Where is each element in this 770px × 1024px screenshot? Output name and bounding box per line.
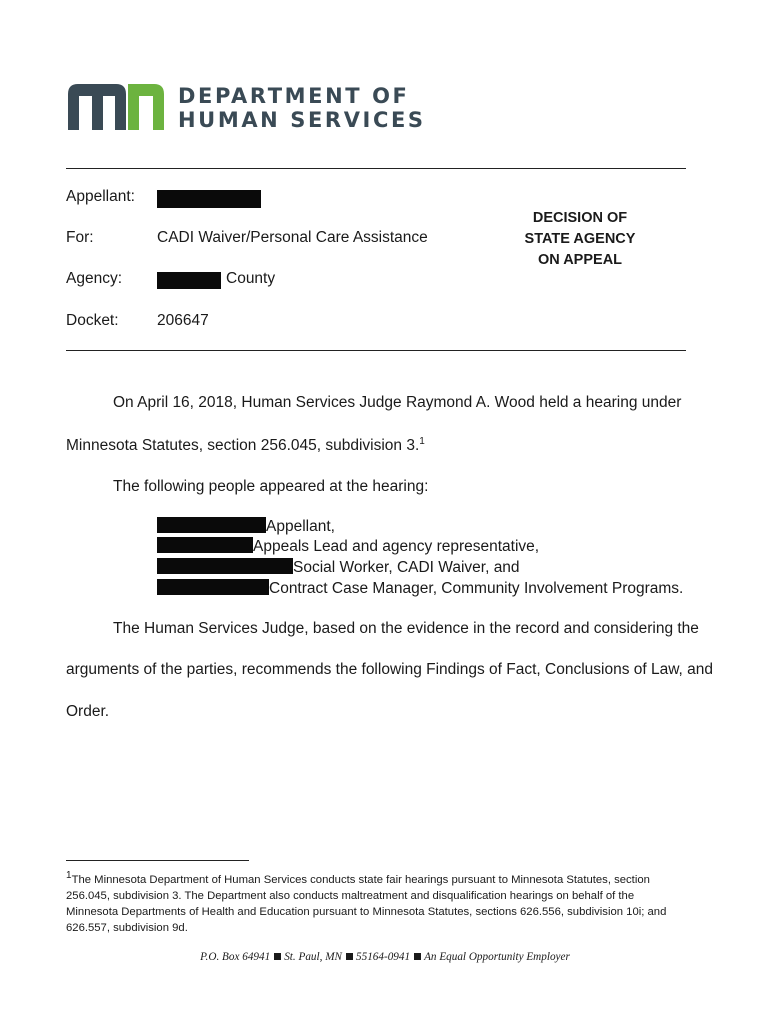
- agency-suffix: County: [226, 270, 276, 287]
- intro-line2: [66, 436, 425, 455]
- footnote-marker: 1: [66, 870, 72, 881]
- org-name: [178, 84, 426, 132]
- square-bullet-icon: [274, 953, 281, 960]
- attendee-row: [157, 579, 683, 599]
- decision-line2: STATE AGENCY: [524, 231, 636, 247]
- square-bullet-icon: [414, 953, 421, 960]
- footnote-line1: [66, 868, 706, 888]
- footer-city: St. Paul, MN: [284, 951, 343, 963]
- attendee-row: [157, 558, 520, 578]
- dhs-logo-icon: [68, 84, 164, 130]
- attendee-row: [157, 517, 335, 537]
- footnote-line3: Minnesota Departments of Health and Education pursuant to Minnesota Statutes, sections 626.556, subdivision 10i; and: [66, 905, 667, 918]
- appellant-redaction: [157, 190, 261, 208]
- attendee-redaction: [157, 579, 269, 595]
- intro-line2-text: Minnesota Statutes, section 256.045, subdivision 3.: [66, 437, 420, 455]
- attendees-intro: The following people appeared at the hearing:: [113, 478, 429, 495]
- footnote-divider: [66, 860, 249, 861]
- footnote-ref: 1: [419, 436, 425, 447]
- top-divider: [66, 168, 686, 169]
- footer-po-box: P.O. Box 64941: [200, 951, 271, 963]
- footer-zip: 55164-0941: [356, 951, 411, 963]
- attendee-role: Appeals Lead and agency representative,: [253, 538, 540, 555]
- footnote: [66, 868, 706, 936]
- decision-line3: ON APPEAL: [537, 252, 623, 268]
- footnote-line4: 626.557, subdivision 9d.: [66, 921, 188, 934]
- footnote-line2: 256.045, subdivision 3. The Department also conducts maltreatment and disqualification hearings on behalf of the: [66, 889, 635, 902]
- recommendation-line1: The Human Services Judge, based on the evidence in the record and considering the: [113, 620, 699, 637]
- recommendation-line3: Order.: [66, 703, 110, 720]
- attendee-row: [157, 537, 539, 557]
- attendee-role: Social Worker, CADI Waiver, and: [293, 559, 520, 576]
- attendee-redaction: [157, 537, 253, 553]
- intro-line1: On April 16, 2018, Human Services Judge Raymond A. Wood held a hearing under: [113, 394, 682, 411]
- attendee-redaction: [157, 517, 266, 533]
- for-value: CADI Waiver/Personal Care Assistance: [157, 229, 428, 246]
- for-label: For:: [66, 229, 94, 246]
- footer-tagline: An Equal Opportunity Employer: [424, 951, 570, 963]
- docket-label: Docket:: [66, 312, 119, 329]
- bottom-divider: [66, 350, 686, 351]
- recommendation-line2: arguments of the parties, recommends the following Findings of Fact, Conclusions of Law, and: [66, 661, 714, 678]
- attendee-redaction: [157, 558, 293, 574]
- decision-line1: DECISION OF: [532, 210, 628, 226]
- agency-redaction: [157, 272, 221, 289]
- square-bullet-icon: [346, 953, 353, 960]
- logo-m-shape: [68, 84, 126, 130]
- footnote-line1-text: The Minnesota Department of Human Services conducts state fair hearings pursuant to Minnesota Statutes, section: [71, 873, 650, 886]
- page-footer: [0, 951, 770, 963]
- attendee-role: Appellant,: [266, 518, 335, 535]
- decision-heading: [508, 208, 652, 271]
- agency-label: Agency:: [66, 270, 123, 287]
- docket-value: 206647: [157, 312, 209, 329]
- logo-n-shape: [128, 84, 164, 130]
- appellant-label: Appellant:: [66, 188, 135, 205]
- org-name-line2: HUMAN SERVICES: [178, 108, 426, 132]
- org-name-line1: DEPARTMENT OF: [178, 84, 410, 108]
- attendee-role: Contract Case Manager, Community Involvement Programs.: [269, 580, 684, 597]
